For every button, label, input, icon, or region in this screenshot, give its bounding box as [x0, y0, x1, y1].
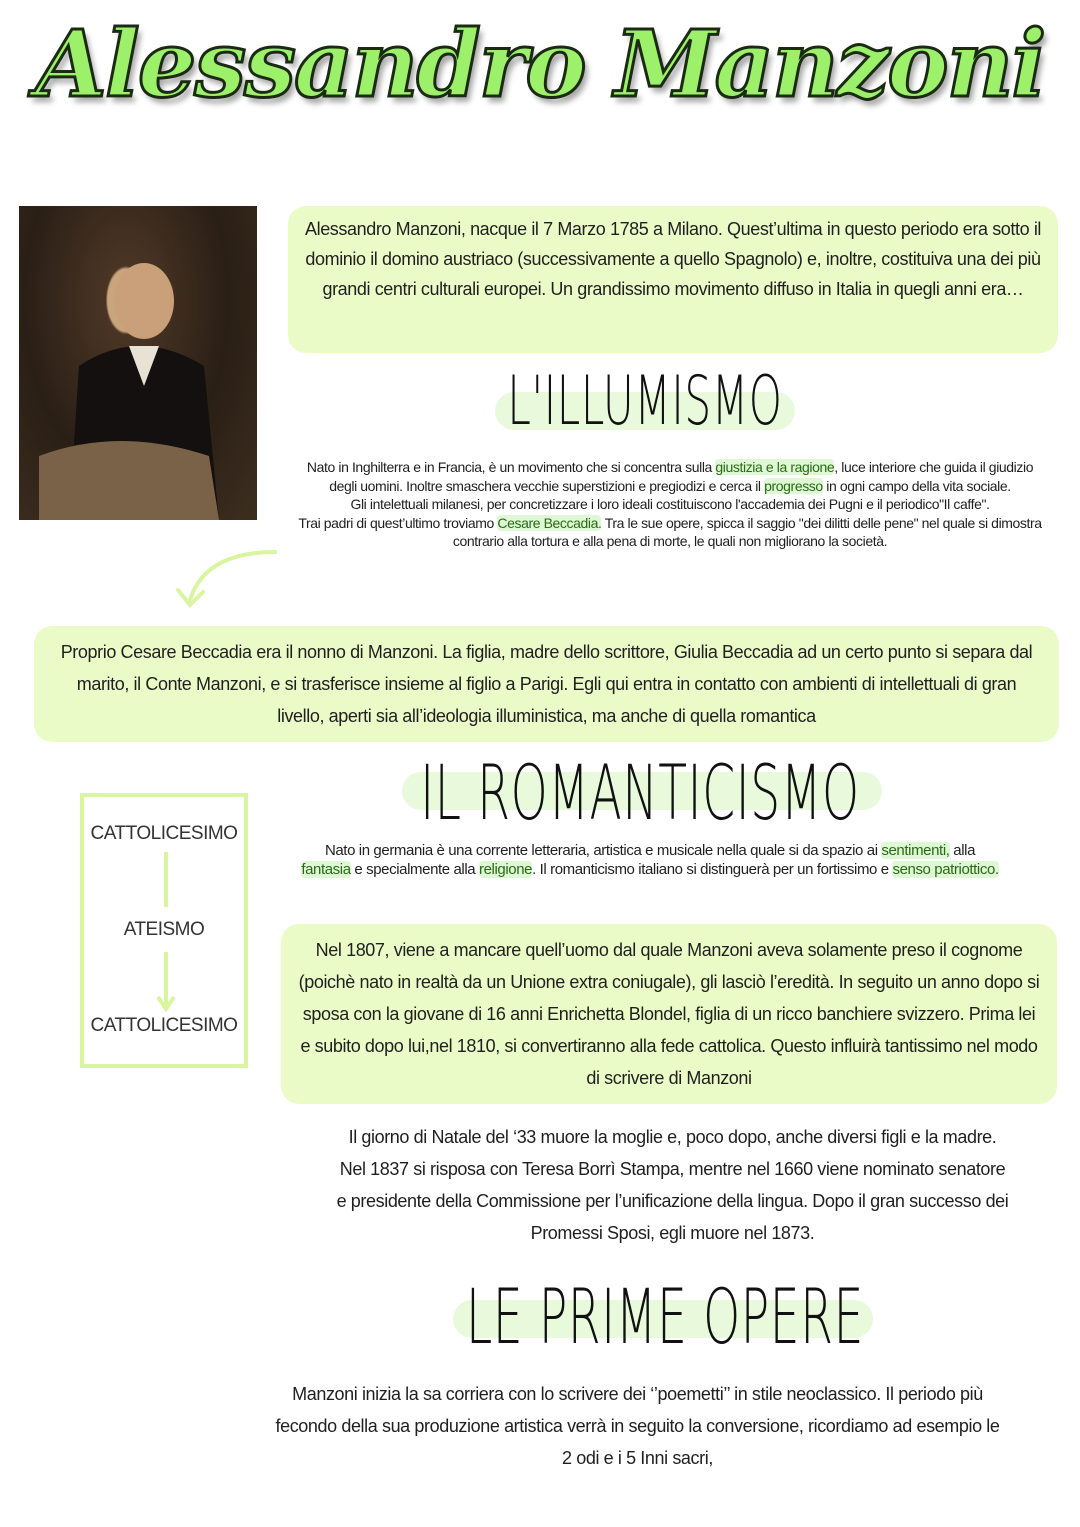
heading-illuminismo: L'ILLUMISMO: [507, 362, 783, 441]
chain-item: CATTOLICESIMO: [90, 823, 238, 844]
illuminismo-text: Nato in Inghilterra e in Francia, è un movimento che si concentra sulla giustizia e la ragione, luce interiore che guida il giudizio degli uomini. Inoltre smaschera vecchie superstizioni e pregiodizi e cerca il progresso in ogni campo della vita sociale. Gli intelettuali milanesi, per concretizzare i loro ideali costituiscono l'accademia dei Pugni e il periodico"Il caffe". Trai padri di quest’ultimo troviamo Cesare Beccadia. Tra le sue opere, spicca il saggio "dei dilitti delle pene" nel quale si dimostra contrario alla tortura e alla pena di morte, le quali non migliorano la società.: [298, 459, 1042, 549]
heading-romanticismo: IL ROMANTICISMO: [420, 748, 860, 837]
heading-prime-opere: LE PRIME OPERE: [466, 1272, 864, 1361]
beccadia-box: Proprio Cesare Beccadia era il nonno di Manzoni. La figlia, madre dello scrittore, Giulia Beccadia ad un certo punto si separa dal marito, il Conte Manzoni, e si trasferisce insieme al figlio a Parigi. Egli qui entra in contatto con ambienti di intellettuali di gran livello, aperti sia all’ideologia illuministica, ma anche di quella romantica: [34, 626, 1059, 742]
page-title: Alessandro Manzoni: [35, 10, 1045, 118]
down-arrow-icon: [156, 852, 176, 1012]
morte-text: Il giorno di Natale del ‘33 muore la moglie e, poco dopo, anche diversi figli e la madre. Nel 1837 si risposa con Teresa Borrì Stampa, mentre nel 1660 viene nominato senatore e presidente della Commissione per l’unificazione della lingua. Dopo il gran successo dei Promessi Sposi, egli muore nel 1873.: [336, 1127, 1009, 1243]
conversione-box: Nel 1807, viene a mancare quell’uomo dal quale Manzoni aveva solamente preso il cognome (poichè nato in realtà da un Unione extra coniugale), gli lasciò l’eredità. In seguito un anno dopo si sposa con la giovane di 16 anni Enrichetta Blondel, figlia di un ricco banchiere svizzero. Prima lei e subito dopo lui,nel 1810, si convertiranno alla fede cattolica. Questo influirà tantissimo nel modo di scrivere di Manzoni: [281, 924, 1057, 1104]
curved-arrow-icon: [175, 540, 285, 615]
religion-chain-box: [80, 793, 248, 1068]
romanticismo-text: Nato in germania è una corrente letteraria, artistica e musicale nella quale si da spazio ai sentimenti, alla fantasia e specialmente alla religione. Il romanticismo italiano si distinguerà per un fortissimo e senso patriottico.: [301, 842, 999, 878]
portrait-figure: [19, 206, 257, 520]
opere-text: Manzoni inizia la sa corriera con lo scrivere dei ‘’poemetti’’ in stile neoclassico. Il periodo più fecondo della sua produzione artistica verrà in seguito la conversione, ricordiamo ad esempio le 2 odi e i 5 Inni sacri,: [275, 1384, 1000, 1468]
chain-item: ATEISMO: [123, 919, 205, 940]
chain-item: CATTOLICESIMO: [90, 1015, 238, 1036]
intro-box: Alessandro Manzoni, nacque il 7 Marzo 1785 a Milano. Quest’ultima in questo periodo era sotto il dominio il domino austriaco (successivamente a quello Spagnolo) e, inoltre, costituiva una dei più grandi centri culturali europei. Un grandissimo movimento diffuso in Italia in quegli anni era…: [288, 206, 1058, 353]
portrait-image: [19, 206, 257, 520]
